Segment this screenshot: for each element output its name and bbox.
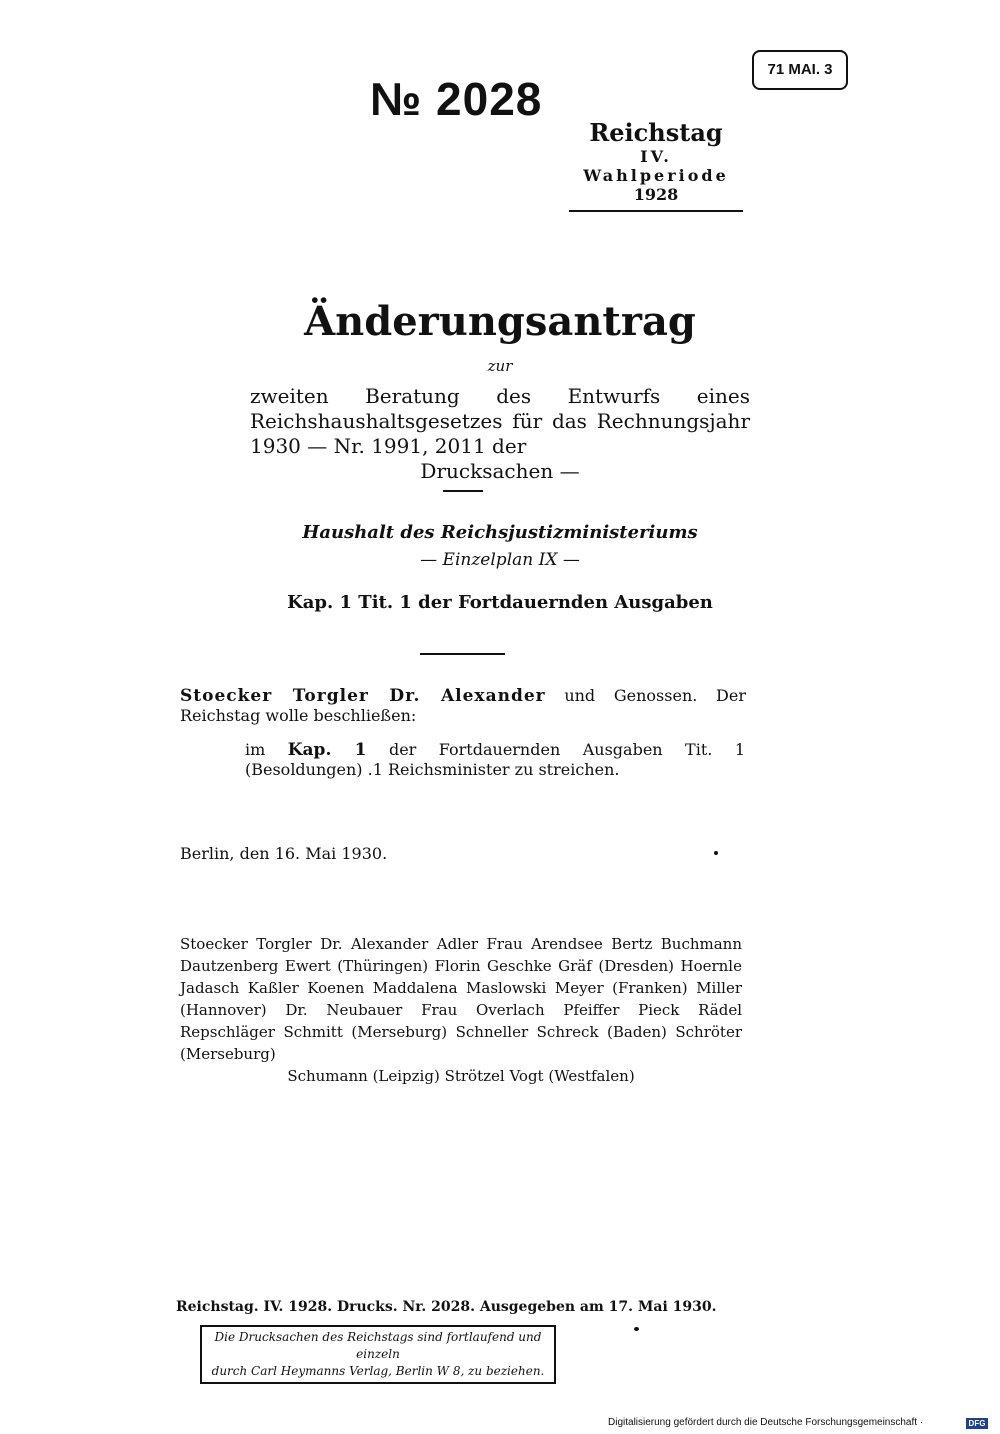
description-line: für das Rechnungsjahr 1930 — Nr. 1991, 2011 der [250,409,750,458]
signers-line: Schumann (Leipzig) Strötzel Vogt (Westfalen) [287,1067,635,1085]
signers-line: Stoecker Torgler Dr. Alexander Adler Frau Arendsee Bertz Buchmann [180,935,742,953]
ink-speck [634,1327,639,1331]
divider [420,653,505,655]
document-number: № 2028 [370,73,543,125]
zur-label: zur [487,357,513,375]
reichstag-underline [569,210,743,212]
digitization-credit: Digitalisierung gefördert durch die Deutsche Forschungsgemeinschaft · [608,1417,924,1428]
signers-line: (Hannover) Dr. Neubauer Frau Overlach Pfeiffer Pieck Rädel Repschläger [180,1001,742,1041]
motion-paragraph [180,686,746,726]
publisher-notice-line: durch Carl Heymanns Verlag, Berlin W 8, zu beziehen. [211,1364,545,1378]
date-line: Berlin, den 16. Mai 1930. [180,844,388,863]
signers-line: Schmitt (Merseburg) Schneller Schreck (Baden) Schröter (Merseburg) [180,1023,742,1063]
ink-speck [714,851,718,855]
wahlperiode-label: IV. Wahlperiode [583,147,729,185]
signers-line: Dautzenberg Ewert (Thüringen) Florin Geschke Gräf (Dresden) Hoernle [180,957,742,975]
date-stamp: 71 MAI. 3 [752,50,848,90]
instruction-kap: Kap. 1 [287,740,367,760]
description [250,384,750,484]
instruction-paragraph [245,740,745,780]
movers-names: Stoecker Torgler Dr. Alexander [180,686,546,706]
motion-text: und Genossen. Der Reichstag wolle beschließen: [180,686,746,725]
description-line: zweiten Beratung des Entwurfs eines Reichshaushaltsgesetzes [250,384,750,433]
publisher-notice [200,1325,556,1384]
instruction-text: der Fortdauernden Ausgaben Tit. 1 (Besoldungen) .1 Reichsminister zu streichen. [245,740,746,779]
publisher-notice-line: Die Drucksachen des Reichstags sind fortlaufend und einzeln [214,1330,542,1361]
reichstag-block [566,118,746,212]
einzelplan-label: — Einzelplan IX — [420,550,580,570]
divider [443,490,483,492]
instruction-prefix: im [245,740,288,759]
signers-line: Jadasch Kaßler Koenen Maddalena Maslowski Meyer (Franken) Miller [180,979,742,997]
kapitel-heading: Kap. 1 Tit. 1 der Fortdauernden Ausgaben [287,592,713,613]
reichstag-label: Reichstag [589,118,723,147]
haushalt-heading: Haushalt des Reichsjustizministeriums [302,522,698,543]
year-label: 1928 [633,185,679,204]
signers-list [180,933,742,1087]
dfg-logo: DFG [966,1418,988,1429]
description-line: Drucksachen — [420,459,580,483]
footer-line: Reichstag. IV. 1928. Drucks. Nr. 2028. Ausgegeben am 17. Mai 1930. [176,1299,717,1315]
document-title: Änderungsantrag [304,298,696,345]
